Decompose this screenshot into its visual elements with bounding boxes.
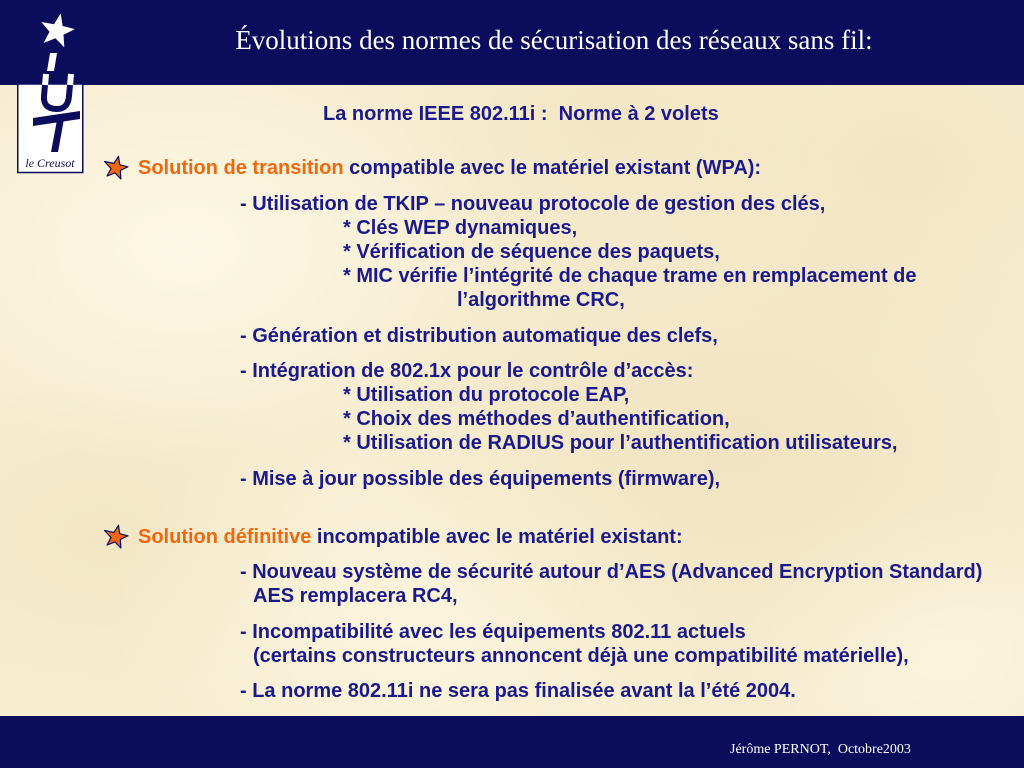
bullet-line: - La norme 802.11i ne sera pas finalisée avant la l’été 2004.: [240, 680, 796, 702]
sub-bullet-line: * Clés WEP dynamiques,: [343, 217, 578, 239]
star-bullet-shape: [105, 525, 128, 548]
logo-u-right-arm: [70, 74, 71, 86]
sub-bullet-line: * Utilisation de RADIUS pour l’authentification utilisateurs,: [343, 432, 898, 454]
section-heading-text: compatible avec le matériel existant (WPA):: [349, 157, 762, 179]
section-heading: [138, 156, 761, 180]
continuation-line: AES remplacera RC4,: [253, 585, 458, 607]
sub-bullet-line: * MIC vérifie l’intégrité de chaque trame en remplacement de: [343, 265, 917, 287]
section-highlight: Solution définitive: [138, 526, 312, 548]
star-icon: [41, 13, 75, 47]
bullet-line: - Incompatibilité avec les équipements 802.11 actuels: [240, 621, 746, 643]
star-bullet-icon: [102, 155, 130, 181]
star-bullet-shape: [105, 156, 128, 179]
star-bullet-icon: [102, 524, 130, 550]
continuation-line: l’algorithme CRC,: [457, 289, 625, 311]
sub-bullet-line: * Utilisation du protocole EAP,: [343, 384, 630, 406]
continuation-line: (certains constructeurs annoncent déjà une compatibilité matérielle),: [253, 645, 909, 667]
slide-subtitle: La norme IEEE 802.11i : Norme à 2 volets: [323, 103, 719, 125]
bullet-line: - Nouveau système de sécurité autour d’AES (Advanced Encryption Standard): [240, 561, 983, 583]
slide-title: Évolutions des normes de sécurisation des réseaux sans fil:: [235, 25, 873, 55]
logo-letter-i-icon: [47, 53, 57, 71]
footer-author-date: Jérôme PERNOT, Octobre2003: [730, 742, 911, 757]
section-heading: [138, 525, 683, 549]
logo-caption: le Creusot: [25, 156, 75, 170]
bullet-line: - Utilisation de TKIP – nouveau protocole de gestion des clés,: [240, 193, 826, 215]
logo-u-left-arm: [45, 74, 46, 86]
section-highlight: Solution de transition: [138, 157, 344, 179]
section-heading-text: incompatible avec le matériel existant:: [316, 526, 683, 548]
sub-bullet-line: * Choix des méthodes d’authentification,: [343, 408, 730, 430]
bullet-line: - Génération et distribution automatique des clefs,: [240, 325, 718, 347]
bullet-line: - Intégration de 802.1x pour le contrôle d’accès:: [240, 360, 694, 382]
bullet-line: - Mise à jour possible des équipements (firmware),: [240, 468, 721, 490]
sub-bullet-line: * Vérification de séquence des paquets,: [343, 241, 720, 263]
iut-logo: [0, 0, 100, 180]
